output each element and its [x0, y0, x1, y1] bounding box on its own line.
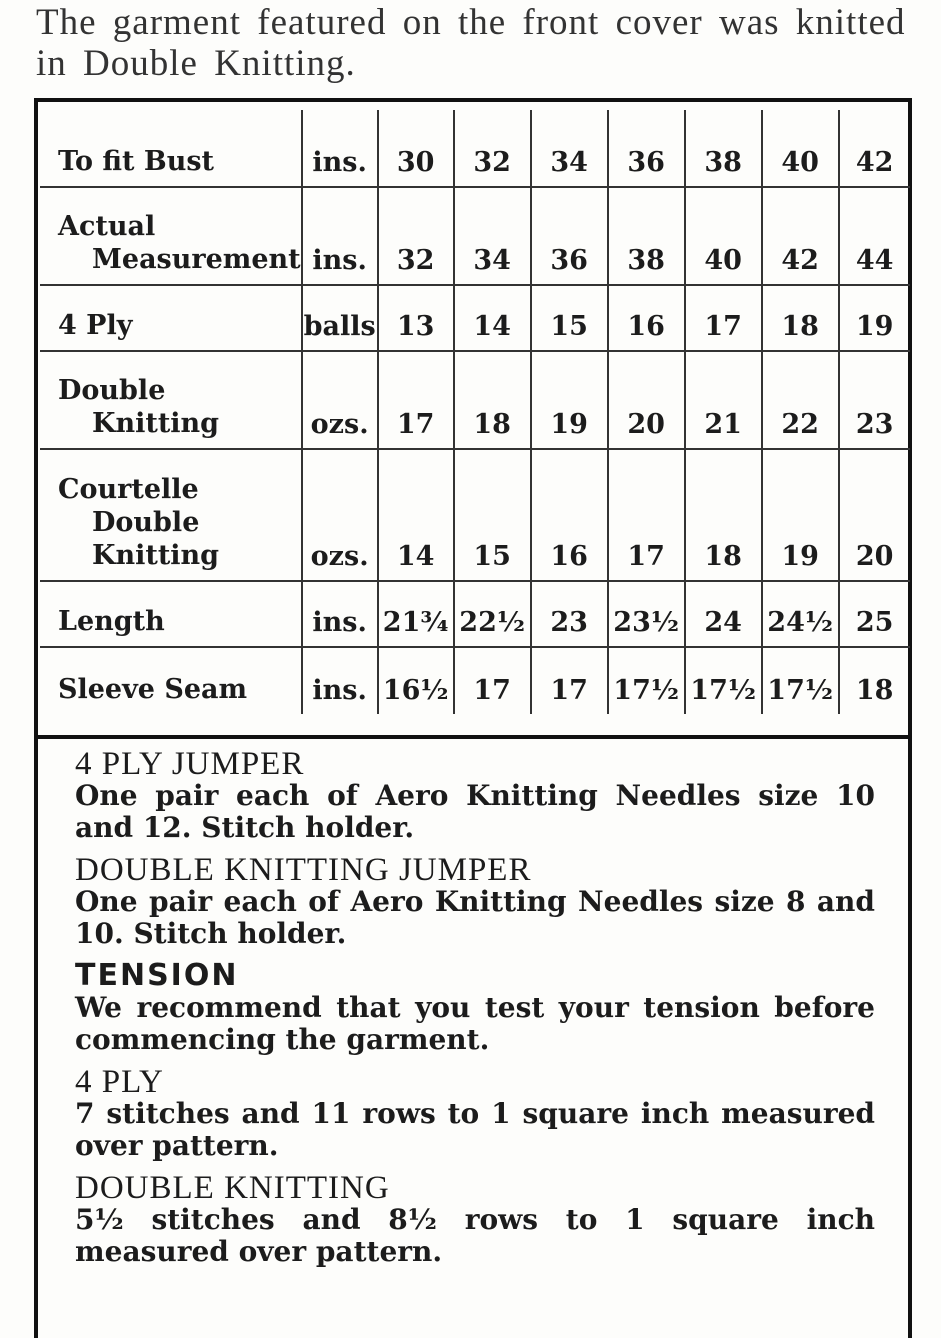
size-value-cell: 22	[763, 352, 840, 450]
dk-text: 5½ stitches and 8½ rows to 1 square inch measured over pattern.	[75, 1203, 875, 1268]
table-row	[40, 188, 910, 286]
size-value-cell: 38	[609, 188, 686, 286]
row-label-line: Double	[92, 507, 200, 538]
size-value-cell: 20	[609, 352, 686, 450]
table-row	[40, 450, 910, 582]
ply-title: 4 PLY	[75, 1064, 164, 1100]
size-value-cell: 18	[686, 450, 763, 582]
size-value-cell: 42	[763, 188, 840, 286]
size-value-cell: 36	[532, 188, 609, 286]
size-value-cell: 32	[455, 110, 532, 188]
size-value-cell: 21	[686, 352, 763, 450]
size-value-cell: 32	[379, 188, 455, 286]
size-value-cell: 19	[532, 352, 609, 450]
size-value-cell: 17½	[609, 648, 686, 714]
table-row	[40, 352, 910, 450]
size-value-cell: 17½	[686, 648, 763, 714]
row-label	[40, 110, 303, 188]
tension-title: TENSION	[75, 958, 239, 993]
size-value-cell: 38	[686, 110, 763, 188]
table-row	[40, 110, 910, 188]
row-label-line: Length	[58, 606, 165, 637]
row-label-line: Actual	[58, 211, 156, 242]
row-label-line: Sleeve Seam	[58, 674, 248, 705]
size-value-cell: 17	[532, 648, 609, 714]
size-value-cell: 42	[840, 110, 910, 188]
row-label-line: Knitting	[92, 540, 220, 571]
size-value-cell: 18	[455, 352, 532, 450]
notes-section	[75, 748, 875, 1278]
dk-jumper-title: DOUBLE KNITTING JUMPER	[75, 852, 532, 888]
size-value-cell: 23	[840, 352, 910, 450]
row-unit: balls	[303, 286, 379, 352]
size-value-cell: 17	[686, 286, 763, 352]
size-value-cell: 36	[609, 110, 686, 188]
table-row	[40, 582, 910, 648]
row-label-line: Measurement	[92, 244, 301, 275]
row-label-line: 4 Ply	[58, 310, 133, 341]
size-value-cell: 18	[763, 286, 840, 352]
row-label	[40, 188, 303, 286]
row-label-line: To fit Bust	[58, 146, 215, 177]
row-label	[40, 582, 303, 648]
size-value-cell: 40	[763, 110, 840, 188]
row-label	[40, 450, 303, 582]
size-value-cell: 16½	[379, 648, 455, 714]
table-row	[40, 286, 910, 352]
size-value-cell: 17½	[763, 648, 840, 714]
size-value-cell: 14	[455, 286, 532, 352]
tension-text: We recommend that you test your tension before commencing the garment.	[75, 991, 875, 1056]
size-value-cell: 30	[379, 110, 455, 188]
size-value-cell: 34	[455, 188, 532, 286]
ply-jumper-text: One pair each of Aero Knitting Needles size 10 and 12. Stitch holder.	[75, 779, 875, 844]
row-label	[40, 286, 303, 352]
row-unit: ozs.	[303, 450, 379, 582]
dk-title: DOUBLE KNITTING	[75, 1170, 390, 1206]
size-value-cell: 15	[532, 286, 609, 352]
size-value-cell: 18	[855, 675, 894, 706]
ply-text: 7 stitches and 11 rows to 1 square inch measured over pattern.	[75, 1097, 875, 1162]
row-unit: ins.	[303, 648, 379, 714]
row-unit: ins.	[303, 188, 379, 286]
row-label	[40, 352, 303, 450]
table-row	[40, 648, 910, 714]
size-value-cell: 16	[609, 286, 686, 352]
size-value-cell: 23½	[609, 582, 686, 648]
size-value-cell: 22½	[455, 582, 532, 648]
row-unit: ozs.	[303, 352, 379, 450]
size-value-cell: 23	[532, 582, 609, 648]
size-value-cell: 19	[840, 286, 910, 352]
intro-text: The garment featured on the front cover was knitted in Double Knitting.	[36, 2, 906, 84]
size-value-cell: 44	[840, 188, 910, 286]
row-label-line: Double	[58, 375, 166, 406]
size-value-cell: 20	[840, 450, 910, 582]
row-label	[40, 648, 303, 714]
size-value-cell: 17	[455, 648, 532, 714]
row-label-line: Knitting	[92, 408, 220, 439]
size-value-cell: 40	[686, 188, 763, 286]
size-value-cell: 24	[686, 582, 763, 648]
size-value-cell: 24½	[763, 582, 840, 648]
size-value-cell: 21¾	[379, 582, 455, 648]
size-value-cell: 13	[379, 286, 455, 352]
row-label-line: Courtelle	[58, 474, 199, 505]
row-unit: ins.	[303, 582, 379, 648]
size-value-cell: 34	[532, 110, 609, 188]
size-value-cell: 15	[455, 450, 532, 582]
ply-jumper-title: 4 PLY JUMPER	[75, 746, 305, 782]
section-divider	[38, 735, 908, 739]
size-value-cell: 14	[379, 450, 455, 582]
size-value-cell: 19	[763, 450, 840, 582]
row-unit: ins.	[303, 110, 379, 188]
size-value-cell: 16	[532, 450, 609, 582]
size-value-cell: 25	[840, 582, 910, 648]
size-value-cell: 17	[609, 450, 686, 582]
dk-jumper-text: One pair each of Aero Knitting Needles size 8 and 10. Stitch holder.	[75, 885, 875, 950]
size-value-cell: 17	[379, 352, 455, 450]
size-table	[40, 110, 910, 714]
